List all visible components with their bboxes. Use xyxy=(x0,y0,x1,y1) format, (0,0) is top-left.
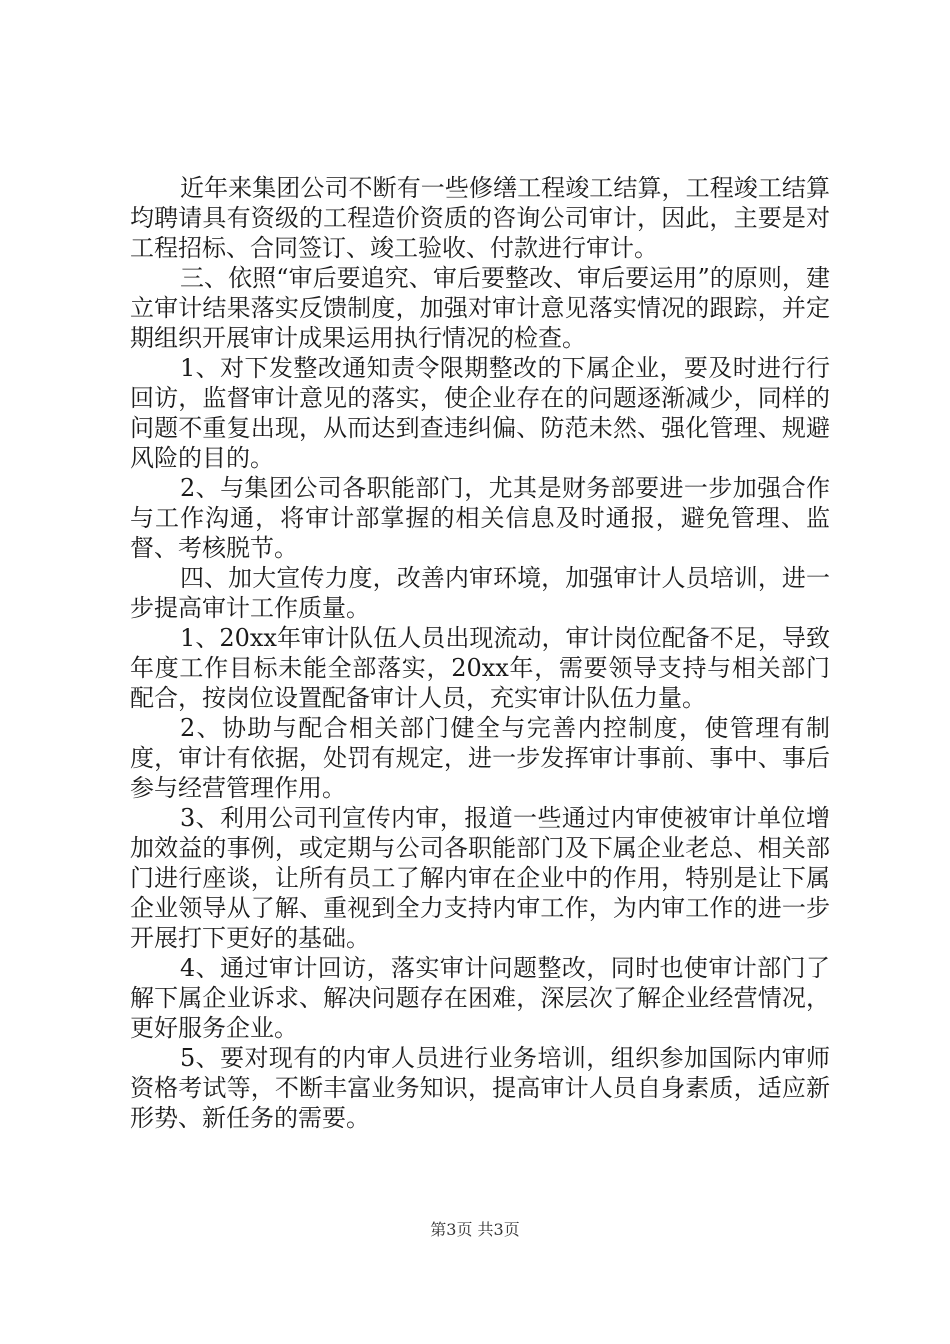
paragraph-item-rectification: 1、对下发整改通知责令限期整改的下属企业，要及时进行行回访，监督审计意见的落实，使企业存在的问题逐渐减少，同样的问题不重复出现，从而达到查违纠偏、防范未然、强化管理、规避风险的目的。 xyxy=(130,354,830,472)
paragraph-section-four: 四、加大宣传力度，改善内审环境，加强审计人员培训，进一步提高审计工作质量。 xyxy=(130,564,830,622)
paragraph-item-publicity: 3、利用公司刊宣传内审，报道一些通过内审使被审计单位增加效益的事例，或定期与公司各职能部门及下属企业老总、相关部门进行座谈，让所有员工了解内审在企业中的作用，特别是让下属企业领导从了解、重视到全力支持内审工作，为内审工作的进一步开展打下更好的基础。 xyxy=(130,804,830,952)
document-body xyxy=(130,173,830,1133)
paragraph-item-staffing: 1、20xx年审计队伍人员出现流动，审计岗位配备不足，导致年度工作目标未能全部落实，20xx年，需要领导支持与相关部门配合，按岗位设置配备审计人员，充实审计队伍力量。 xyxy=(130,624,830,712)
paragraph-item-training: 5、要对现有的内审人员进行业务培训，组织参加国际内审师资格考试等，不断丰富业务知识，提高审计人员自身素质，适应新形势、新任务的需要。 xyxy=(130,1044,830,1132)
paragraph-section-three: 三、依照“审后要追究、审后要整改、审后要运用”的原则，建立审计结果落实反馈制度，加强对审计意见落实情况的跟踪，并定期组织开展审计成果运用执行情况的检查。 xyxy=(130,264,830,352)
paragraph-item-follow-up: 4、通过审计回访，落实审计问题整改，同时也使审计部门了解下属企业诉求、解决问题存在困难，深层次了解企业经营情况，更好服务企业。 xyxy=(130,954,830,1042)
paragraph-item-cooperation: 2、与集团公司各职能部门，尤其是财务部要进一步加强合作与工作沟通，将审计部掌握的相关信息及时通报，避免管理、监督、考核脱节。 xyxy=(130,474,830,562)
page-number: 第3页 共3页 xyxy=(430,1220,520,1239)
page-footer xyxy=(0,1217,950,1240)
paragraph-project-audit: 近年来集团公司不断有一些修缮工程竣工结算，工程竣工结算均聘请具有资级的工程造价资质的咨询公司审计，因此，主要是对工程招标、合同签订、竣工验收、付款进行审计。 xyxy=(130,174,830,262)
paragraph-item-internal-control: 2、协助与配合相关部门健全与完善内控制度，使管理有制度，审计有依据，处罚有规定，进一步发挥审计事前、事中、事后参与经营管理作用。 xyxy=(130,714,830,802)
